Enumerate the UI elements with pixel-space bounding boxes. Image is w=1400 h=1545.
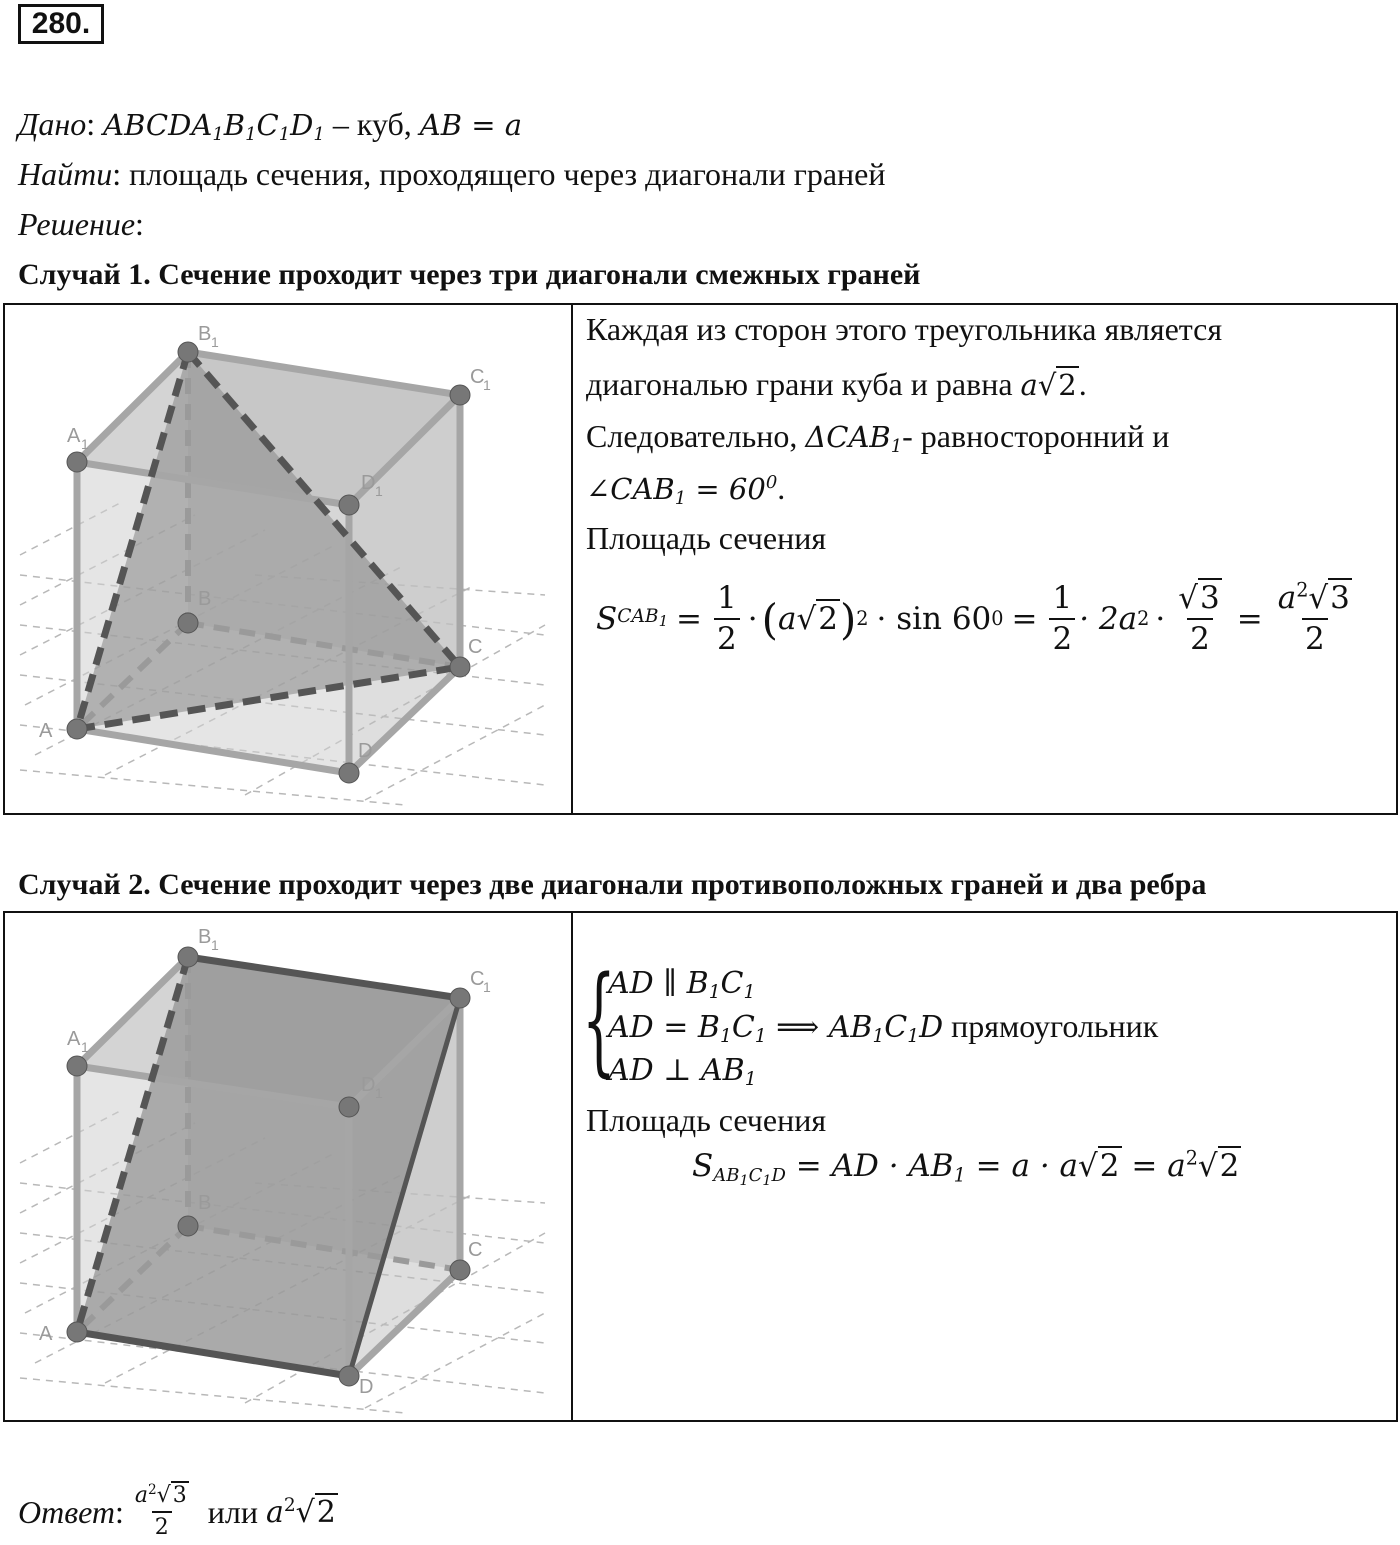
case1-divider <box>571 303 573 815</box>
label-B1: B <box>198 323 212 345</box>
label2-C: C <box>468 1239 483 1261</box>
label2-D: D <box>359 1376 374 1398</box>
case1-line3: Следовательно, $\Delta CAB_1-$ равносторонний и <box>586 418 1170 458</box>
case2-system <box>608 962 1158 1092</box>
solution-line: Решение: <box>18 206 144 242</box>
label-C1: C <box>470 366 485 388</box>
label2-D1: D <box>361 1074 376 1096</box>
label2-C1: C <box>470 968 485 990</box>
label-A1: A <box>67 425 81 447</box>
case2-cube-figure <box>5 913 570 1420</box>
case1-line2: диагональю грани куба и равна a√2. <box>586 366 1087 402</box>
label2-A1: A <box>67 1028 81 1050</box>
label2-C1-sub: 1 <box>483 979 491 995</box>
case2-title: Случай 2. Сечение проходит через две диагонали противоположных граней и два ребра <box>18 868 1207 901</box>
system-line3: AD ⊥ $AB_1$ <box>608 1053 757 1091</box>
label-C1-sub: 1 <box>483 377 491 393</box>
label2-B1: B <box>198 926 212 948</box>
answer-fraction: $\frac{a^2√3}{2}$ <box>134 1481 187 1540</box>
case2-divider <box>571 911 573 1422</box>
case1-line5: Площадь сечения <box>586 520 827 556</box>
given-text: – куб, <box>324 106 420 142</box>
label-D1-sub: 1 <box>375 483 383 499</box>
given-figure: $ABCDA_1B_1C_1D_1$ <box>103 108 325 146</box>
given-label: Дано <box>18 106 87 142</box>
case1-cube-figure <box>5 305 570 813</box>
label-A1-sub: 1 <box>81 436 89 452</box>
case1-title: Случай 1. Сечение проходит через три диагонали смежных граней <box>18 258 921 291</box>
case2-area-label: Площадь сечения <box>586 1102 827 1138</box>
case2-area-formula: $S_{AB_1C_1D}$ = AD · $AB_1 = a \cdot a√2 = a^2√2$ <box>692 1146 1240 1190</box>
case1-area-formula: S $CAB_1$ = $\frac{1}{2}$ · ( a √2 ) 2 · sin 60 0 = $\frac{1}{2}$ · 2a 2 · $\frac{√3}{2}$ = $\frac{a^2√3}{2}$ <box>596 578 1350 657</box>
label-D1: D <box>361 472 376 494</box>
system-line2: AD = $B_1C_1$ ⟹ $AB_1C_1D$ прямоугольник <box>608 1008 1159 1048</box>
answer-alt: $a^2√2$ <box>265 1494 336 1530</box>
case1-line4: $\angle CAB_1 = 60^0$. <box>586 470 786 510</box>
find-text: : площадь сечения, проходящего через диагонали граней <box>112 156 886 192</box>
find-label: Найти <box>18 156 113 192</box>
problem-number: 280. <box>18 4 104 44</box>
label2-D1-sub: 1 <box>375 1085 383 1101</box>
label2-B1-sub: 1 <box>211 937 219 953</box>
case1-triangle-symbol: $\Delta CAB_1$ <box>805 420 903 458</box>
label-B1-sub: 1 <box>211 334 219 350</box>
label-A: A <box>39 720 53 742</box>
label2-A: A <box>39 1323 53 1345</box>
label-B: B <box>198 588 212 610</box>
system-brace: { <box>582 950 616 1088</box>
given-line: Дано: $ABCDA_1B_1C_1D_1$ – куб, AB = a <box>18 106 523 146</box>
label-D: D <box>358 740 373 762</box>
answer-label: Ответ <box>18 1493 115 1530</box>
answer-line: Ответ : $\frac{a^2√3}{2}$ или $a^2√2$ <box>18 1481 336 1540</box>
label2-A1-sub: 1 <box>81 1039 89 1055</box>
system-line1: AD ∥ $B_1C_1$ <box>608 966 756 1004</box>
case1-line1: Каждая из сторон этого треугольника является <box>586 311 1223 347</box>
solution-label: Решение <box>18 206 136 242</box>
label-C: C <box>468 636 483 658</box>
find-line <box>18 156 886 193</box>
given-ab: AB = a <box>419 108 523 142</box>
label2-B: B <box>198 1192 212 1214</box>
answer-or: или <box>207 1493 258 1530</box>
